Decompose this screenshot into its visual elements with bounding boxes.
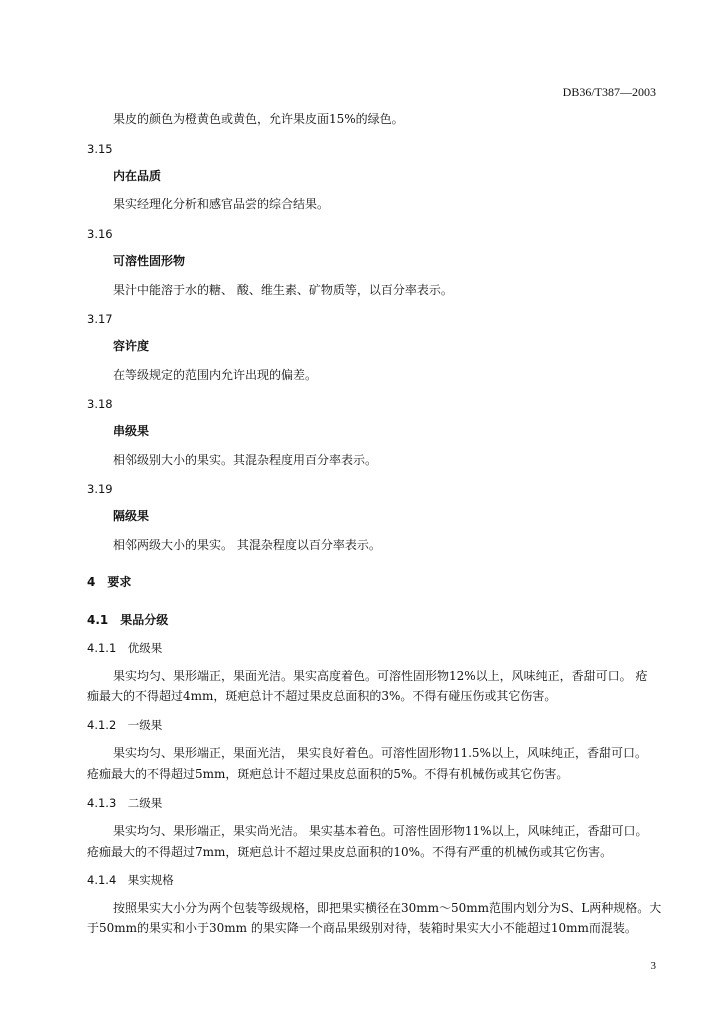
body-text-line: 痂最大的不得超过4mm，斑疤总计不超过果皮总面积的3%。不得有碰压伤或其它伤害。 bbox=[87, 689, 557, 703]
clause-heading: 隔级果 bbox=[113, 509, 150, 523]
clause-number: 3.16 bbox=[87, 227, 113, 241]
body-text-line: 相邻级别大小的果实。其混杂程度用百分率表示。 bbox=[113, 453, 378, 467]
clause-heading: 串级果 bbox=[113, 424, 150, 438]
body-text-line: 相邻两级大小的果实。 其混杂程度以百分率表示。 bbox=[113, 538, 381, 552]
clause-heading: 内在品质 bbox=[113, 169, 162, 183]
body-text-line: 果实均匀、果形端正，果面光洁。果实高度着色。可溶性固形物12%以上，风味纯正，香甜可口。 疮 bbox=[113, 669, 648, 683]
body-text-line: 果皮的颜色为橙黄色或黄色，允许果皮面15%的绿色。 bbox=[113, 112, 404, 126]
body-text-line: 于50mm的果实和小于30mm 的果实降一个商品果级别对待，装箱时果实大小不能超过10mm而混装。 bbox=[87, 921, 637, 935]
clause-heading: 4 要求 bbox=[87, 575, 132, 589]
clause-heading: 容许度 bbox=[113, 339, 150, 353]
body-text-line: 疮痂最大的不得超过5mm，斑疤总计不超过果皮总面积的5%。不得有机械伤或其它伤害。 bbox=[87, 767, 569, 781]
clause-heading: 可溶性固形物 bbox=[113, 254, 186, 268]
clause-number: 4.1.1 优级果 bbox=[87, 641, 163, 655]
clause-number: 4.1.3 二级果 bbox=[87, 796, 163, 810]
body-text-line: 果实经理化分析和感官品尝的综合结果。 bbox=[113, 197, 330, 211]
body-text-line: 按照果实大小分为两个包装等级规格，即把果实横径在30mm～50mm范围内划分为S、L两种规格。大 bbox=[113, 901, 662, 915]
clause-number: 3.18 bbox=[87, 397, 113, 411]
body-text-line: 疮痂最大的不得超过7mm，斑疤总计不超过果皮总面积的10%。不得有严重的机械伤或其它伤害。 bbox=[87, 845, 613, 859]
body-text-line: 在等级规定的范围内允许出现的偏差。 bbox=[113, 368, 318, 382]
body-text-line: 果实均匀、果形端正，果实尚光洁。 果实基本着色。可溶性固形物11%以上，风味纯正，香甜可口。 bbox=[113, 824, 648, 838]
clause-number: 3.19 bbox=[87, 482, 113, 496]
body-text-line: 果汁中能溶于水的糖、 酸、维生素、矿物质等，以百分率表示。 bbox=[113, 283, 453, 297]
clause-number: 3.17 bbox=[87, 312, 113, 326]
page-number: 3 bbox=[650, 960, 656, 972]
clause-number: 4.1.4 果实规格 bbox=[87, 873, 174, 887]
clause-number: 4.1.2 一级果 bbox=[87, 718, 163, 732]
clause-heading: 4.1 果品分级 bbox=[87, 613, 169, 627]
running-header-code: DB36/T387—2003 bbox=[562, 85, 656, 99]
clause-number: 3.15 bbox=[87, 142, 113, 156]
body-text-line: 果实均匀、果形端正，果面光洁， 果实良好着色。可溶性固形物11.5%以上，风味纯正，香甜可口。 bbox=[113, 746, 647, 760]
